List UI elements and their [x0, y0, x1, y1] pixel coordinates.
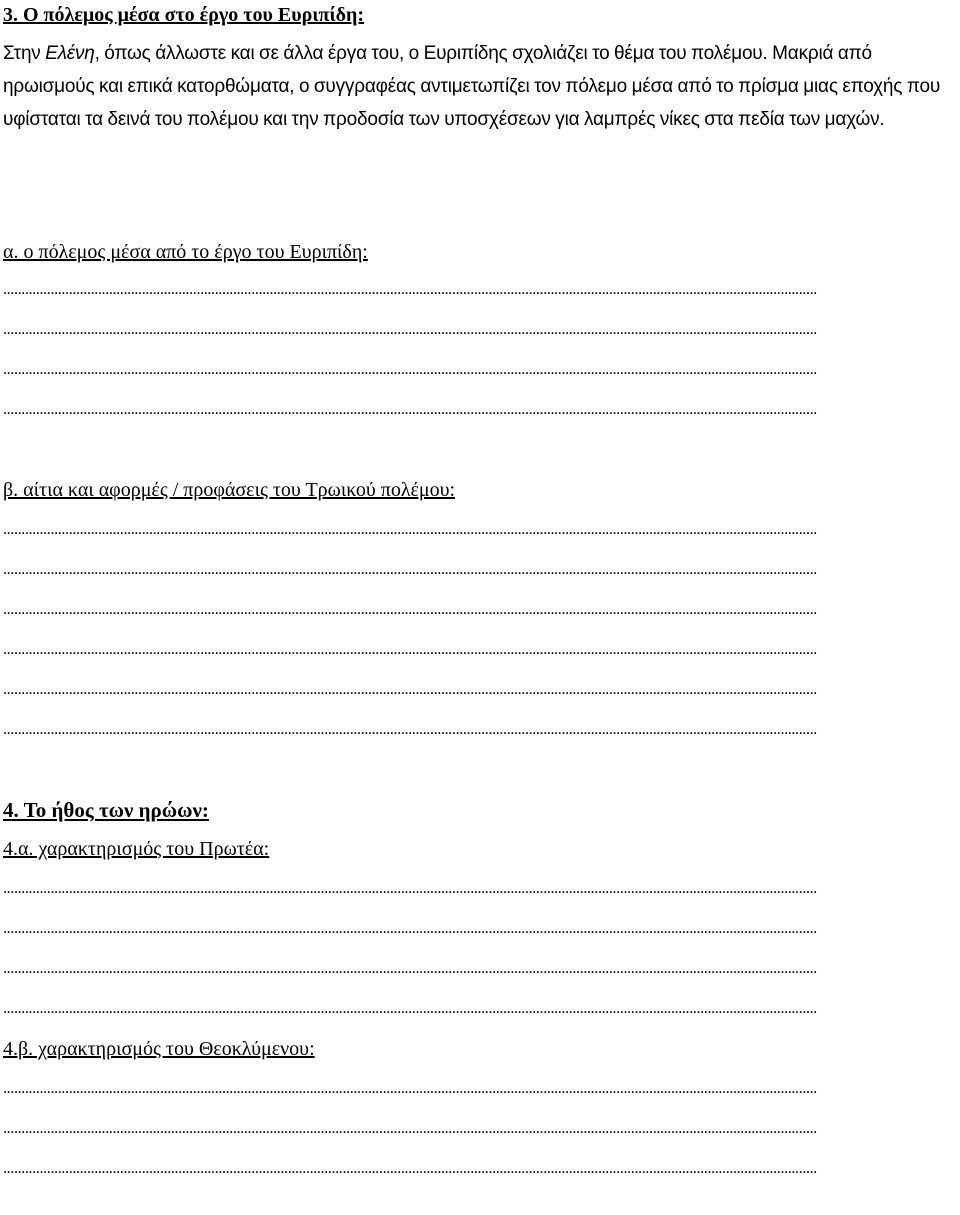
answer-area-3b[interactable] [3, 510, 957, 750]
answer-line[interactable]: ............................................................................................................................................................................................................................... [3, 1000, 817, 1017]
answer-area-4a[interactable] [3, 869, 957, 1029]
section-4-title: 4. Το ήθος των ηρώων: [3, 798, 209, 822]
answer-line[interactable]: ............................................................................................................................................................................................................................... [3, 521, 817, 538]
answer-line[interactable]: ............................................................................................................................................................................................................................... [3, 920, 817, 937]
answer-line[interactable]: ............................................................................................................................................................................................................................... [3, 960, 817, 977]
answer-line[interactable]: ............................................................................................................................................................................................................................... [3, 1080, 817, 1097]
answer-area-4b[interactable] [3, 1069, 957, 1189]
answer-line[interactable]: ............................................................................................................................................................................................................................... [3, 601, 817, 618]
answer-line[interactable]: ............................................................................................................................................................................................................................... [3, 561, 817, 578]
question-3a-label: α. ο πόλεμος μέσα από το έργο του Ευριπίδη: [3, 241, 368, 263]
answer-line[interactable]: ............................................................................................................................................................................................................................... [3, 1160, 817, 1177]
question-4a-label: 4.α. χαρακτηρισμός του Πρωτέα: [3, 838, 270, 860]
answer-line[interactable]: ............................................................................................................................................................................................................................... [3, 281, 817, 298]
intro-title-italic: Ελένη [45, 43, 95, 64]
intro-prefix: Στην [3, 43, 46, 64]
intro-body: , όπως άλλωστε και σε άλλα έργα του, ο Ευριπίδης σχολιάζει το θέμα του πολέμου. Μακριά από ηρωισμούς και επικά κατορθώματα, ο συγγραφέας αντιμετωπίζει τον πόλεμο μέσα από το πρίσμα μιας εποχής που υφίσταται τα δεινά του πολέμου και την προδοσία των υποσχέσεων για λαμπρές νίκες στα πεδία των μαχών. [3, 43, 941, 130]
answer-line[interactable]: ............................................................................................................................................................................................................................... [3, 321, 817, 338]
question-4b-label: 4.β. χαρακτηρισμός του Θεοκλύμενου: [3, 1038, 315, 1060]
answer-line[interactable]: ............................................................................................................................................................................................................................... [3, 681, 817, 698]
question-3b-label: β. αίτια και αφορμές / προφάσεις του Τρωικού πολέμου: [3, 479, 456, 501]
section-3-title: 3. Ο πόλεμος μέσα στο έργο του Ευριπίδη: [3, 4, 365, 26]
answer-line[interactable]: ............................................................................................................................................................................................................................... [3, 721, 817, 738]
answer-line[interactable]: ............................................................................................................................................................................................................................... [3, 880, 817, 897]
section-3-intro [3, 37, 957, 136]
answer-line[interactable]: ............................................................................................................................................................................................................................... [3, 401, 817, 418]
answer-line[interactable]: ............................................................................................................................................................................................................................... [3, 1120, 817, 1137]
answer-line[interactable]: ............................................................................................................................................................................................................................... [3, 361, 817, 378]
answer-area-3a[interactable] [3, 270, 957, 430]
answer-line[interactable]: ............................................................................................................................................................................................................................... [3, 641, 817, 658]
